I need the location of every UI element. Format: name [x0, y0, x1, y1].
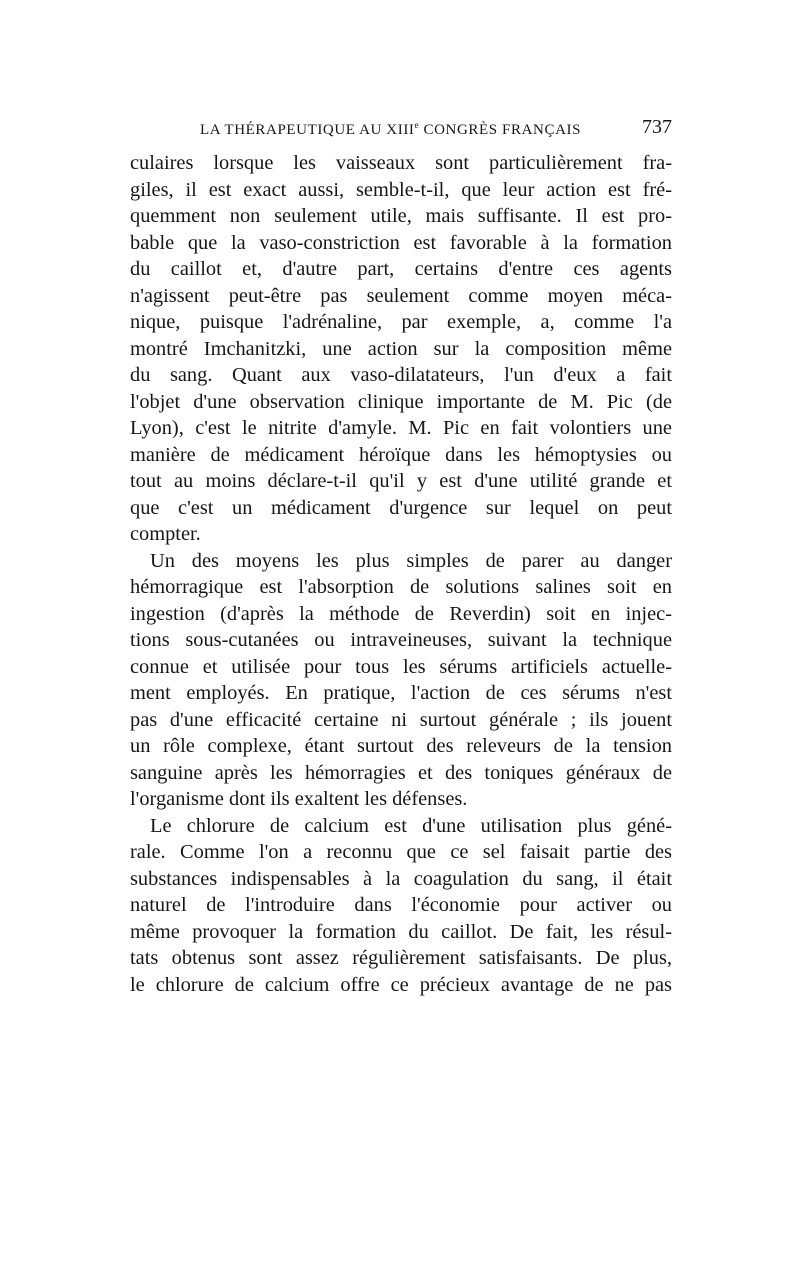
text-line: bable que la vaso-constriction est favorable à la formation	[130, 231, 672, 254]
body-text	[130, 150, 672, 998]
text-line: pas d'une efficacité certaine ni surtout générale ; ils jouent	[130, 708, 672, 731]
text-line: rale. Comme l'on a reconnu que ce sel faisait partie des	[130, 841, 672, 863]
text-line: Un des moyens les plus simples de parer au danger	[150, 549, 672, 572]
text-line: le chlorure de calcium offre ce précieux avantage de ne pas	[130, 973, 672, 996]
text-line: connue et utilisée pour tous les sérums artificiels actuelle-	[130, 655, 672, 678]
text-line: tions sous-cutanées ou intraveineuses, suivant la technique	[130, 629, 672, 651]
text-line: culaires lorsque les vaisseaux sont particulièrement fra-	[130, 152, 672, 174]
text-line: Lyon), c'est le nitrite d'amyle. M. Pic en fait volontiers une	[130, 417, 672, 439]
text-line: l'objet d'une observation clinique importante de M. Pic (de	[130, 390, 672, 413]
text-line: naturel de l'introduire dans l'économie pour activer ou	[130, 894, 672, 916]
text-line: sanguine après les hémorragies et des toniques généraux de	[130, 761, 672, 784]
text-line: n'agissent peut-être pas seulement comme moyen méca-	[130, 284, 672, 307]
running-header	[130, 116, 672, 146]
text-line: l'organisme dont ils exaltent les défenses.	[130, 788, 468, 810]
text-line: ment employés. En pratique, l'action de ces sérums n'est	[130, 682, 672, 704]
text-line: que c'est un médicament d'urgence sur lequel on peut	[130, 496, 672, 519]
text-line: nique, puisque l'adrénaline, par exemple, a, comme l'a	[130, 311, 672, 333]
text-line: manière de médicament héroïque dans les hémoptysies ou	[130, 443, 672, 466]
running-title	[200, 120, 581, 139]
text-line: montré Imchanitzki, une action sur la composition même	[130, 337, 672, 360]
text-line: du caillot et, d'autre part, certains d'entre ces agents	[130, 258, 672, 280]
page-number: 737	[642, 116, 672, 138]
text-line: ingestion (d'après la méthode de Reverdin) soit en injec-	[130, 602, 672, 625]
running-title-main: LA THÉRAPEUTIQUE AU XIII	[200, 122, 415, 138]
text-line: tout au moins déclare-t-il qu'il y est d'une utilité grande et	[130, 470, 672, 492]
book-page	[130, 116, 672, 998]
text-line: un rôle complexe, étant surtout des releveurs de la tension	[130, 735, 672, 757]
text-line: même provoquer la formation du caillot. De fait, les résul-	[130, 920, 672, 943]
text-line: quemment non seulement utile, mais suffisante. Il est pro-	[130, 205, 672, 227]
text-line: hémorragique est l'absorption de solutions salines soit en	[130, 576, 672, 598]
text-line: giles, il est exact aussi, semble-t-il, que leur action est fré-	[130, 178, 672, 201]
running-title-superscript: e	[414, 120, 420, 130]
running-title-rest: CONGRÈS FRANÇAIS	[419, 122, 582, 138]
text-line: substances indispensables à la coagulation du sang, il était	[130, 867, 672, 890]
text-line: tats obtenus sont assez régulièrement satisfaisants. De plus,	[130, 947, 672, 969]
text-line: compter.	[130, 523, 201, 545]
text-line: Le chlorure de calcium est d'une utilisation plus géné-	[150, 814, 672, 837]
text-line: du sang. Quant aux vaso-dilatateurs, l'un d'eux a fait	[130, 364, 672, 386]
